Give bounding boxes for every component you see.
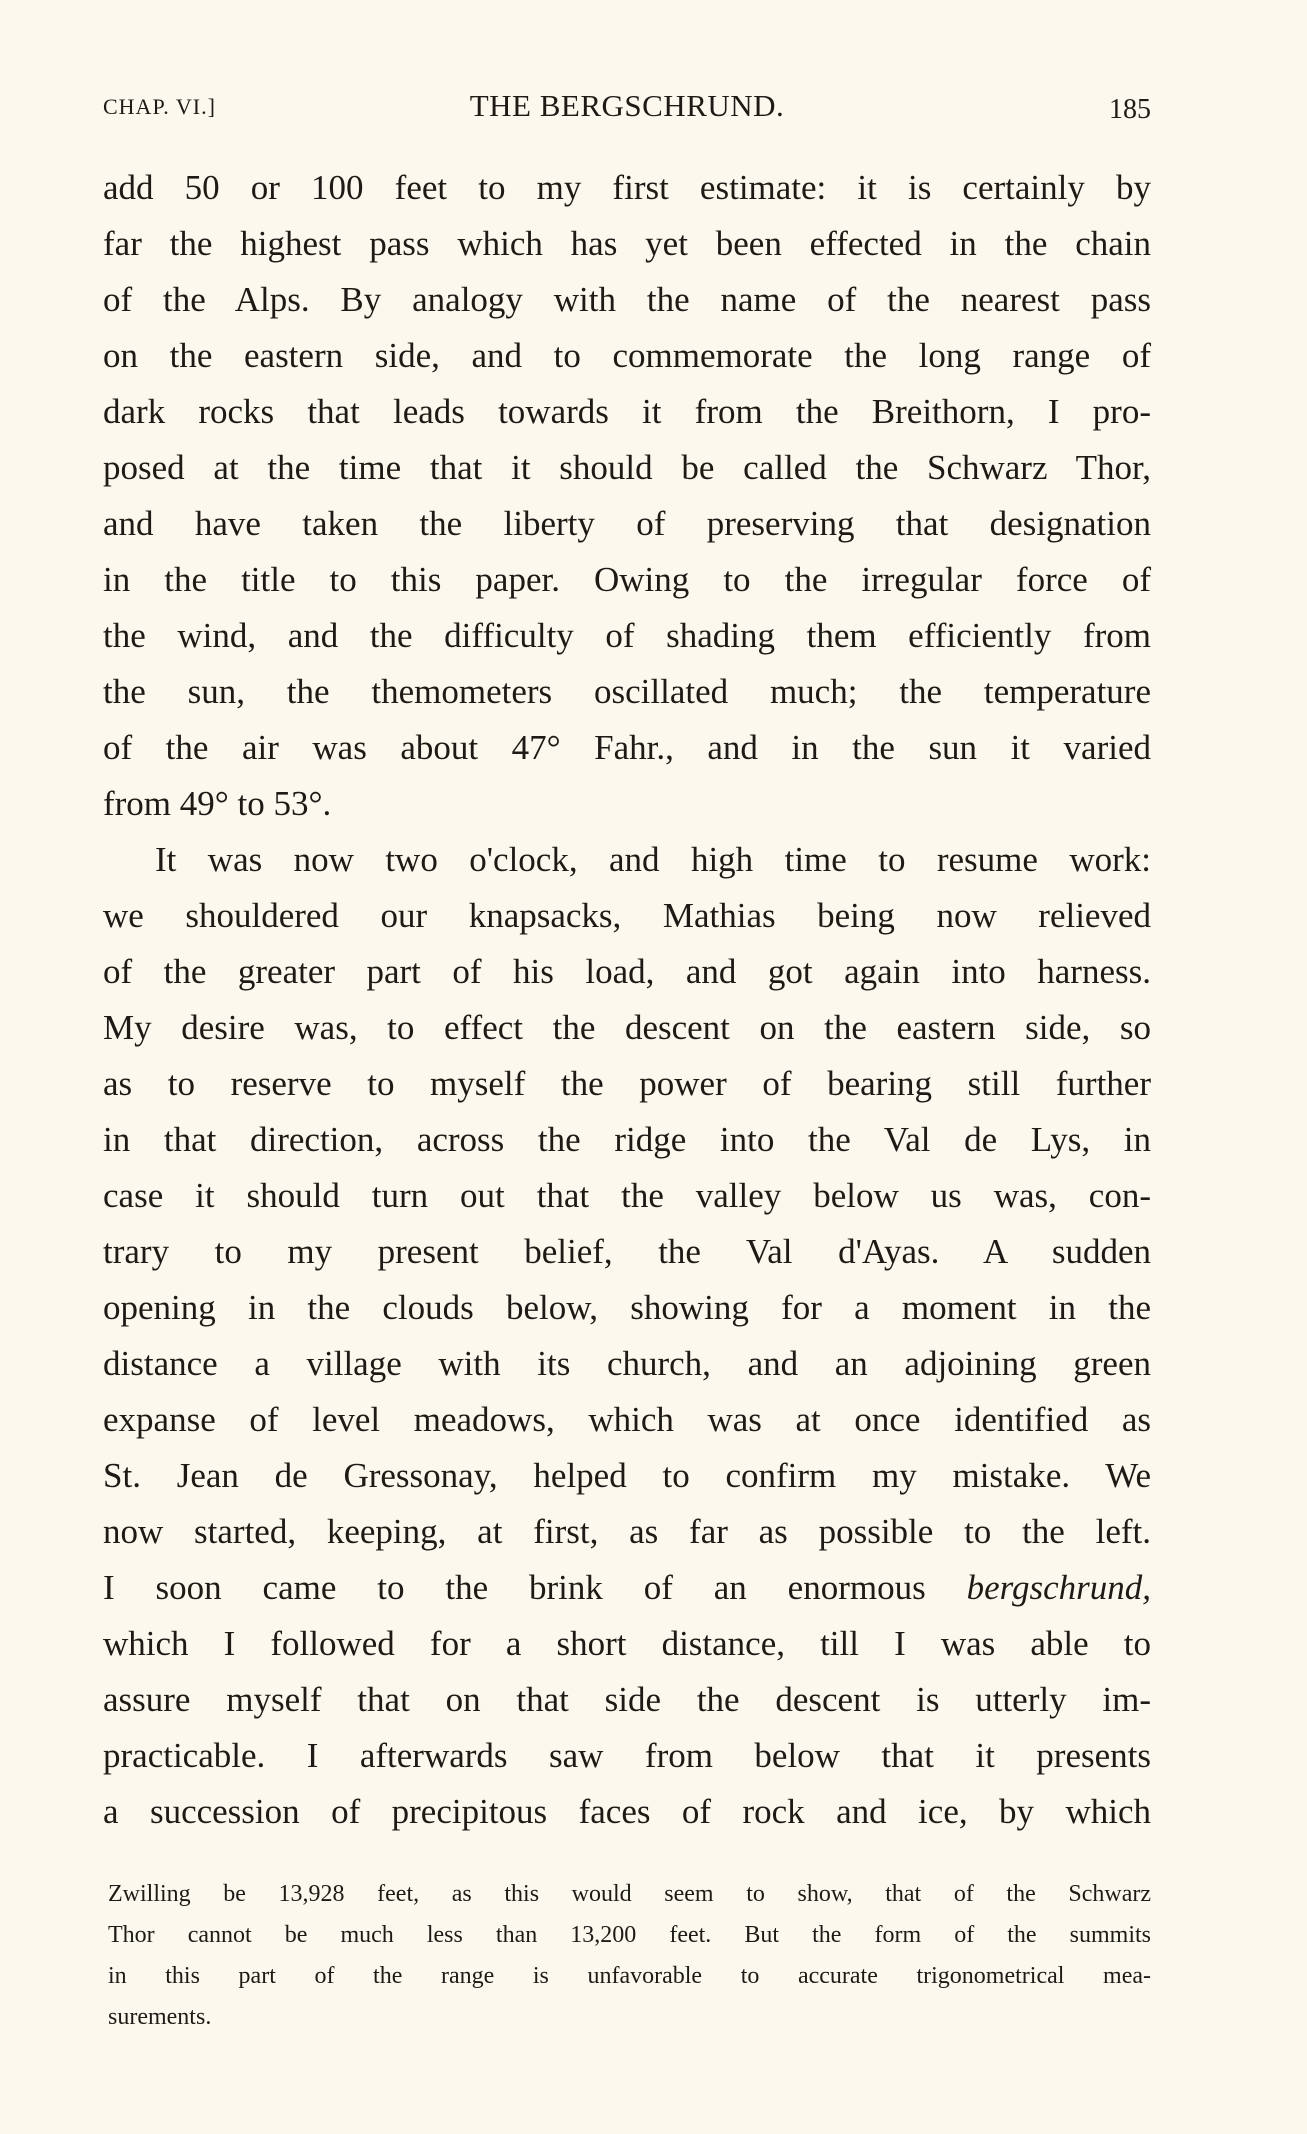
text-line: the wind, and the difficulty of shading them efficiently from [103,616,1151,655]
text-line: St. Jean de Gressonay, helped to confirm my mistake. We [103,1456,1151,1495]
running-header [103,88,1151,128]
text-line: posed at the time that it should be called the Schwarz Thor, [103,448,1151,487]
footnote-line: surements. [108,2004,212,2030]
text-line: of the greater part of his load, and got again into harness. [103,952,1151,991]
text-line [103,1560,1151,1616]
text-line: which I followed for a short distance, till I was able to [103,1624,1151,1663]
text-line: It was now two o'clock, and high time to resume work: [155,840,1151,879]
text-line: far the highest pass which has yet been effected in the chain [103,224,1151,263]
text-line: opening in the clouds below, showing for a moment in the [103,1288,1151,1327]
text-line: trary to my present belief, the Val d'Ayas. A sudden [103,1232,1151,1271]
text-line: we shouldered our knapsacks, Mathias being now relieved [103,896,1151,935]
chapter-label: CHAP. VI.] [103,94,216,119]
text-line: of the Alps. By analogy with the name of the nearest pass [103,280,1151,319]
footnote-line: Zwilling be 13,928 feet, as this would seem to show, that of the Schwarz [108,1881,1151,1907]
body-text [103,160,1151,1840]
page-title: THE BERGSCHRUND. [469,88,785,123]
text-line: now started, keeping, at first, as far as possible to the left. [103,1512,1151,1551]
text-line: distance a village with its church, and an adjoining green [103,1344,1151,1383]
footnote [108,1874,1151,2038]
text-line: as to reserve to myself the power of bearing still further [103,1064,1151,1103]
text-line: of the air was about 47° Fahr., and in the sun it varied [103,728,1151,767]
text-line: assure myself that on that side the descent is utterly im- [103,1680,1151,1719]
page-number: 185 [1109,94,1151,125]
text-line: in that direction, across the ridge into the Val de Lys, in [103,1120,1151,1159]
text-line-start: I soon came to the brink of an enormous [103,1568,926,1607]
text-line: case it should turn out that the valley below us was, con- [103,1176,1151,1215]
text-line: add 50 or 100 feet to my first estimate: it is certainly by [103,168,1151,207]
text-line: on the eastern side, and to commemorate the long range of [103,336,1151,375]
text-line: practicable. I afterwards saw from below that it presents [103,1736,1151,1775]
text-line: and have taken the liberty of preserving that designation [103,504,1151,543]
text-line: a succession of precipitous faces of rock and ice, by which [103,1792,1151,1831]
text-line: expanse of level meadows, which was at once identified as [103,1400,1151,1439]
text-line: the sun, the themometers oscillated much; the temperature [103,672,1151,711]
footnote-line: Thor cannot be much less than 13,200 feet. But the form of the summits [108,1922,1151,1948]
italic-term: bergschrund, [966,1568,1151,1607]
text-line: in the title to this paper. Owing to the irregular force of [103,560,1151,599]
text-line: from 49° to 53°. [103,784,332,823]
text-line: dark rocks that leads towards it from the Breithorn, I pro- [103,392,1151,431]
text-line: My desire was, to effect the descent on the eastern side, so [103,1008,1151,1047]
footnote-line: in this part of the range is unfavorable to accurate trigonometrical mea- [108,1963,1151,1989]
